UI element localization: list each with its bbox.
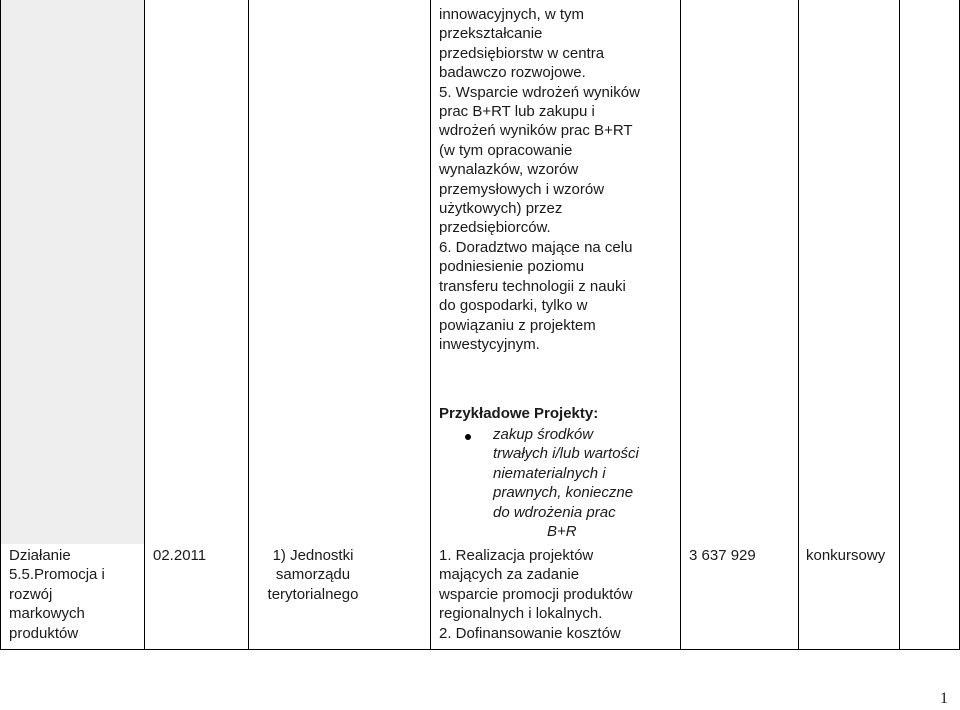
table-border [0, 649, 960, 650]
table-border [680, 0, 681, 650]
text-line: transferu technologii z nauki [439, 277, 626, 295]
text-line: Działanie [9, 547, 71, 564]
text-line: 1) Jednostki [272, 547, 354, 564]
text-line: rozwój [9, 585, 53, 603]
amount-cell: 3 637 929 [689, 547, 756, 564]
text-line: 5.5.Promocja i [9, 566, 105, 584]
mode-cell: konkursowy [806, 547, 886, 564]
table-border [0, 0, 1, 650]
text-line: 5. Wsparcie wdrożeń wyników [439, 83, 640, 101]
text-line: inwestycyjnym. [439, 335, 540, 353]
text-line: B+R [547, 523, 577, 541]
text-line: powiązaniu z projektem [439, 316, 596, 334]
text-line: podniesienie poziomu [439, 258, 585, 276]
text-line: mających za zadanie [439, 566, 580, 584]
page-number: 1 [940, 690, 948, 707]
text-line: wdrożeń wyników prac B+RT [439, 122, 633, 140]
text-line: terytorialnego [267, 585, 359, 603]
description-cell [439, 546, 632, 643]
bullet-dot-icon [465, 434, 471, 440]
text-line: badawczo rozwojowe. [439, 64, 586, 82]
table-border [248, 0, 249, 650]
example-item [493, 425, 639, 541]
text-line: do wdrożenia prac [493, 503, 616, 521]
text-line: 1. Realizacja projektów [439, 547, 594, 564]
text-line: użytkowych) przez [439, 200, 563, 218]
first-column-shading [1, 0, 144, 544]
text-line: zakup środków [493, 426, 594, 443]
text-line: 2. Dofinansowanie kosztów [439, 624, 621, 642]
text-line: trwałych i/lub wartości [493, 445, 639, 463]
text-line: prawnych, konieczne [493, 484, 634, 502]
text-line: przedsiębiorców. [439, 219, 551, 237]
top-description [439, 5, 640, 354]
text-line: innowacyjnych, w tym [439, 6, 585, 23]
examples-heading: Przykładowe Projekty: [439, 405, 599, 422]
text-line: 6. Doradztwo mające na celu [439, 238, 633, 256]
text-line: niematerialnych i [493, 464, 606, 482]
text-line: wynalazków, wzorów [439, 161, 579, 179]
text-line: prac B+RT lub zakupu i [439, 103, 595, 121]
text-line: przedsiębiorstw w centra [439, 44, 605, 62]
text-line: (w tym opracowanie [439, 141, 573, 159]
text-line: regionalnych i lokalnych. [439, 605, 603, 623]
text-line: do gospodarki, tylko w [439, 297, 588, 315]
text-line: wsparcie promocji produktów [439, 585, 633, 603]
beneficiary-cell [257, 546, 369, 604]
table-border [798, 0, 799, 650]
text-line: samorządu [275, 566, 351, 584]
text-line: markowych [9, 605, 85, 623]
text-line: przekształcanie [439, 25, 543, 43]
action-cell [9, 546, 105, 643]
date-cell: 02.2011 [153, 547, 207, 564]
table-border [899, 0, 900, 650]
table-border [430, 0, 431, 650]
text-line: przemysłowych i wzorów [439, 180, 605, 198]
table-border [144, 0, 145, 650]
text-line: produktów [9, 624, 79, 642]
